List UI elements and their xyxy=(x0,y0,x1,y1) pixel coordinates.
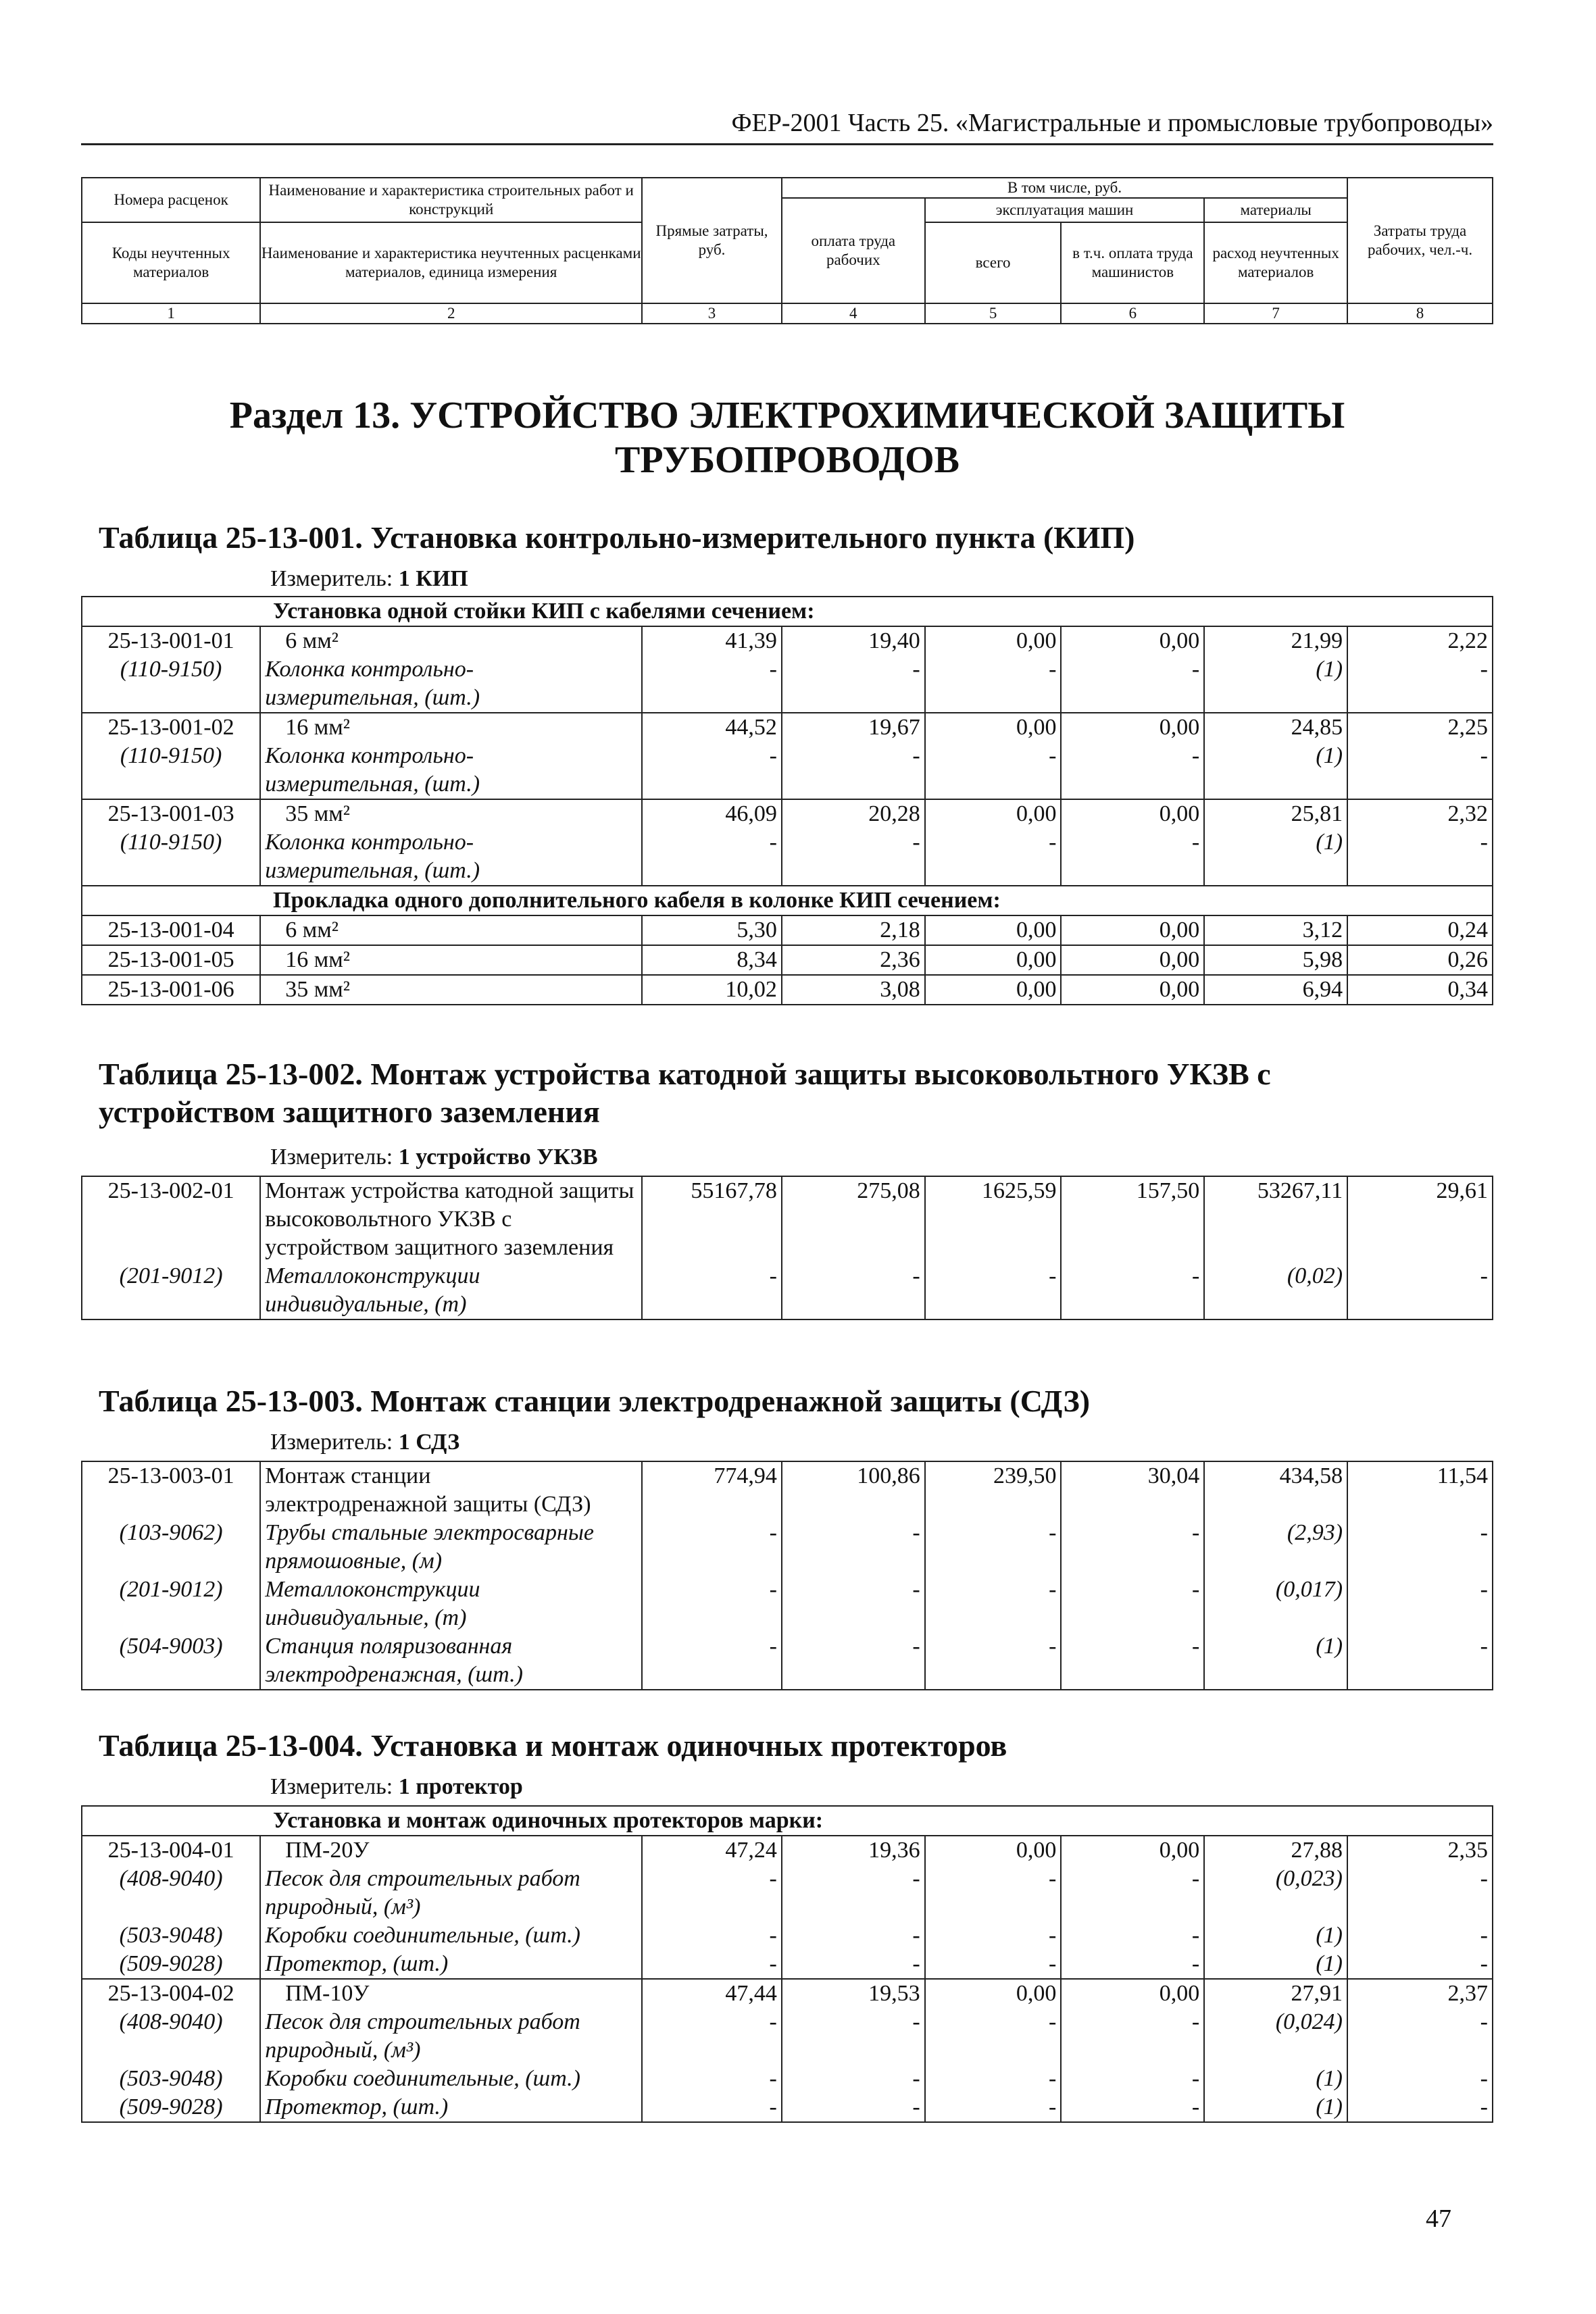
material-qty: (0,023) xyxy=(1204,1865,1347,1893)
rate-code: 25-13-004-02 xyxy=(82,1979,260,2008)
dash: - xyxy=(782,1921,925,1950)
dash: - xyxy=(782,1950,925,1979)
dash: - xyxy=(925,2008,1062,2036)
direct-costs: 55167,78 xyxy=(642,1176,782,1262)
material-qty: (0,02) xyxy=(1204,1262,1347,1290)
machines-total: 0,00 xyxy=(925,945,1062,975)
material-code: (103-9062) xyxy=(82,1519,260,1547)
direct-costs: 774,94 xyxy=(642,1461,782,1490)
work-name: Монтаж станции xyxy=(260,1461,642,1490)
labor-hours: 29,61 xyxy=(1347,1176,1493,1262)
material-qty: (1) xyxy=(1204,1950,1347,1979)
wages: 2,36 xyxy=(782,945,925,975)
dash: - xyxy=(642,2093,782,2122)
materials: 21,99 xyxy=(1204,626,1347,655)
dash: - xyxy=(642,1576,782,1604)
subheading: Прокладка одного дополнительного кабеля в колонке КИП сечением: xyxy=(82,886,1493,915)
dash: - xyxy=(1347,2093,1493,2122)
dash: - xyxy=(642,1921,782,1950)
direct-costs: 10,02 xyxy=(642,975,782,1005)
dash: - xyxy=(1347,1519,1493,1547)
labor-hours: 0,26 xyxy=(1347,945,1493,975)
dash: - xyxy=(642,1632,782,1661)
materials: 3,12 xyxy=(1204,915,1347,945)
labor-hours: 2,37 xyxy=(1347,1979,1493,2008)
dash: - xyxy=(1347,742,1493,770)
material-row xyxy=(82,828,1493,857)
rate-code: 25-13-001-01 xyxy=(82,626,260,655)
table-row xyxy=(82,1979,1493,2008)
material-code: (504-9003) xyxy=(82,1632,260,1661)
dash: - xyxy=(925,2065,1062,2093)
dash: - xyxy=(1347,1632,1493,1661)
dash: - xyxy=(925,1632,1062,1661)
header-machines-total: всего xyxy=(925,222,1062,303)
dash: - xyxy=(1347,1950,1493,1979)
materials: 434,58 xyxy=(1204,1461,1347,1490)
table-003 xyxy=(81,1461,1493,1690)
material-row xyxy=(82,1576,1493,1604)
material-name-cont: измерительная, (шт.) xyxy=(260,770,642,799)
operator-wages: 0,00 xyxy=(1061,945,1204,975)
rate-code: 25-13-004-01 xyxy=(82,1836,260,1865)
wages: 19,67 xyxy=(782,713,925,742)
material-name: Протектор, (шт.) xyxy=(260,1950,642,1979)
table-row xyxy=(82,915,1493,945)
dash: - xyxy=(1061,1519,1204,1547)
work-name: 35 мм² xyxy=(260,975,642,1005)
dash: - xyxy=(925,1865,1062,1893)
machines-total: 0,00 xyxy=(925,713,1062,742)
material-row xyxy=(82,1950,1493,1979)
material-code: (408-9040) xyxy=(82,1865,260,1893)
section-title: Раздел 13. УСТРОЙСТВО ЭЛЕКТРОХИМИЧЕСКОЙ ЗАЩИТЫ ТРУБОПРОВОДОВ xyxy=(229,395,1345,481)
material-code: (110-9150) xyxy=(82,742,260,770)
material-name-cont: индивидуальные, (т) xyxy=(260,1604,642,1632)
header-direct-costs: Прямые затраты, руб. xyxy=(642,178,782,303)
dash: - xyxy=(925,742,1062,770)
wages: 19,53 xyxy=(782,1979,925,2008)
material-code: (201-9012) xyxy=(82,1576,260,1604)
operator-wages: 0,00 xyxy=(1061,915,1204,945)
machines-total: 0,00 xyxy=(925,975,1062,1005)
wages: 2,18 xyxy=(782,915,925,945)
dash: - xyxy=(642,1865,782,1893)
material-row xyxy=(82,1632,1493,1661)
materials: 25,81 xyxy=(1204,799,1347,828)
wages: 19,40 xyxy=(782,626,925,655)
subheading: Установка одной стойки КИП с кабелями сечением: xyxy=(82,597,1493,626)
dash: - xyxy=(1061,2008,1204,2036)
dash: - xyxy=(1061,1262,1204,1290)
labor-hours: 0,24 xyxy=(1347,915,1493,945)
dash: - xyxy=(642,2008,782,2036)
material-code: (408-9040) xyxy=(82,2008,260,2036)
dash: - xyxy=(782,2008,925,2036)
table-004 xyxy=(81,1805,1493,2123)
dash: - xyxy=(782,1262,925,1290)
labor-hours: 0,34 xyxy=(1347,975,1493,1005)
running-header: ФЕР-2001 Часть 25. «Магистральные и промысловые трубопроводы» xyxy=(731,109,1493,137)
material-row xyxy=(82,1921,1493,1950)
measure-003: Измеритель: 1 СДЗ xyxy=(270,1430,460,1455)
materials: 27,91 xyxy=(1204,1979,1347,2008)
work-name: 16 мм² xyxy=(260,945,642,975)
dash: - xyxy=(1061,2093,1204,2122)
dash: - xyxy=(642,828,782,857)
material-qty: (1) xyxy=(1204,1632,1347,1661)
header-rule xyxy=(81,143,1493,145)
direct-costs: 5,30 xyxy=(642,915,782,945)
table-title-003: Таблица 25-13-003. Монтаж станции электродренажной защиты (СДЗ) xyxy=(99,1384,1091,1418)
dash: - xyxy=(1347,1921,1493,1950)
work-name: Монтаж устройства катодной защиты высоковольтного УКЗВ с устройством защитного заземления xyxy=(260,1176,642,1262)
materials: 53267,11 xyxy=(1204,1176,1347,1262)
material-qty: (1) xyxy=(1204,2093,1347,2122)
materials: 5,98 xyxy=(1204,945,1347,975)
materials: 6,94 xyxy=(1204,975,1347,1005)
material-name: Металлоконструкции xyxy=(260,1576,642,1604)
material-qty: (1) xyxy=(1204,742,1347,770)
direct-costs: 41,39 xyxy=(642,626,782,655)
direct-costs: 47,24 xyxy=(642,1836,782,1865)
rate-code: 25-13-001-02 xyxy=(82,713,260,742)
dash: - xyxy=(925,1576,1062,1604)
material-name-cont: индивидуальные, (т) xyxy=(260,1290,642,1319)
machines-total: 239,50 xyxy=(925,1461,1062,1490)
rate-code: 25-13-002-01 xyxy=(82,1176,260,1262)
table-row xyxy=(82,799,1493,828)
rate-code: 25-13-001-03 xyxy=(82,799,260,828)
table-row xyxy=(82,975,1493,1005)
wages: 20,28 xyxy=(782,799,925,828)
material-code: (201-9012) xyxy=(82,1262,260,1290)
material-code: (503-9048) xyxy=(82,1921,260,1950)
labor-hours: 11,54 xyxy=(1347,1461,1493,1490)
table-row xyxy=(82,945,1493,975)
operator-wages: 0,00 xyxy=(1061,1836,1204,1865)
material-row xyxy=(82,1519,1493,1547)
header-col-number: 7 xyxy=(1204,303,1347,324)
wages: 3,08 xyxy=(782,975,925,1005)
material-name: Трубы стальные электросварные xyxy=(260,1519,642,1547)
header-material-codes: Коды неучтенных материалов xyxy=(82,222,260,303)
material-name: Колонка контрольно- xyxy=(260,742,642,770)
material-row xyxy=(82,2093,1493,2122)
machines-total: 1625,59 xyxy=(925,1176,1062,1262)
header-col-number: 5 xyxy=(925,303,1062,324)
material-row xyxy=(82,655,1493,684)
labor-hours: 2,25 xyxy=(1347,713,1493,742)
dash: - xyxy=(925,1950,1062,1979)
dash: - xyxy=(925,1519,1062,1547)
material-name: Песок для строительных работ xyxy=(260,2008,642,2036)
material-name-cont: измерительная, (шт.) xyxy=(260,684,642,713)
dash: - xyxy=(782,2065,925,2093)
material-name: Песок для строительных работ xyxy=(260,1865,642,1893)
direct-costs: 46,09 xyxy=(642,799,782,828)
operator-wages: 30,04 xyxy=(1061,1461,1204,1490)
table-row xyxy=(82,713,1493,742)
labor-hours: 2,22 xyxy=(1347,626,1493,655)
material-name-cont: измерительная, (шт.) xyxy=(260,857,642,886)
material-qty: (1) xyxy=(1204,2065,1347,2093)
material-qty: (0,017) xyxy=(1204,1576,1347,1604)
dash: - xyxy=(1061,1921,1204,1950)
rate-code: 25-13-003-01 xyxy=(82,1461,260,1490)
machines-total: 0,00 xyxy=(925,799,1062,828)
machines-total: 0,00 xyxy=(925,626,1062,655)
dash: - xyxy=(1061,2065,1204,2093)
table-row xyxy=(82,1836,1493,1865)
work-name: 6 мм² xyxy=(260,626,642,655)
material-row xyxy=(82,2008,1493,2036)
dash: - xyxy=(1061,1576,1204,1604)
dash: - xyxy=(1061,1632,1204,1661)
dash: - xyxy=(782,1865,925,1893)
material-name-cont: электродренажная, (шт.) xyxy=(260,1661,642,1690)
header-col-number: 6 xyxy=(1061,303,1204,324)
dash: - xyxy=(925,655,1062,684)
material-name: Коробки соединительные, (шт.) xyxy=(260,1921,642,1950)
labor-hours: 2,35 xyxy=(1347,1836,1493,1865)
material-code: (110-9150) xyxy=(82,655,260,684)
rate-code: 25-13-001-06 xyxy=(82,975,260,1005)
table-001 xyxy=(81,596,1493,1005)
measure-004: Измеритель: 1 протектор xyxy=(270,1774,523,1799)
dash: - xyxy=(1347,1576,1493,1604)
material-qty: (0,024) xyxy=(1204,2008,1347,2036)
wages: 100,86 xyxy=(782,1461,925,1490)
table-title-002: Таблица 25-13-002. Монтаж устройства катодной защиты высоковольтного УКЗВ с устройством защитного заземления xyxy=(99,1057,1271,1129)
dash: - xyxy=(1347,828,1493,857)
table-row xyxy=(82,1176,1493,1262)
dash: - xyxy=(1347,1865,1493,1893)
dash: - xyxy=(1347,1262,1493,1290)
operator-wages: 0,00 xyxy=(1061,975,1204,1005)
work-name: 6 мм² xyxy=(260,915,642,945)
work-name: 16 мм² xyxy=(260,713,642,742)
material-name: Коробки соединительные, (шт.) xyxy=(260,2065,642,2093)
material-name: Колонка контрольно- xyxy=(260,828,642,857)
material-row xyxy=(82,1262,1493,1290)
direct-costs: 44,52 xyxy=(642,713,782,742)
wages: 19,36 xyxy=(782,1836,925,1865)
operator-wages: 0,00 xyxy=(1061,1979,1204,2008)
material-name: Колонка контрольно- xyxy=(260,655,642,684)
measure-002: Измеритель: 1 устройство УКЗВ xyxy=(270,1145,598,1169)
material-name-cont: природный, (м³) xyxy=(260,2036,642,2065)
material-name-cont: природный, (м³) xyxy=(260,1893,642,1921)
dash: - xyxy=(782,655,925,684)
header-wages: оплата труда рабочих xyxy=(782,198,925,303)
header-work-name: Наименование и характеристика строительных работ и конструкций xyxy=(260,178,642,222)
dash: - xyxy=(1061,1865,1204,1893)
dash: - xyxy=(642,1262,782,1290)
operator-wages: 157,50 xyxy=(1061,1176,1204,1262)
header-col-number: 8 xyxy=(1347,303,1493,324)
materials: 27,88 xyxy=(1204,1836,1347,1865)
direct-costs: 47,44 xyxy=(642,1979,782,2008)
wages: 275,08 xyxy=(782,1176,925,1262)
material-qty: (1) xyxy=(1204,828,1347,857)
material-name: Металлоконструкции xyxy=(260,1262,642,1290)
table-002 xyxy=(81,1176,1493,1320)
materials: 24,85 xyxy=(1204,713,1347,742)
measure-001: Измеритель: 1 КИП xyxy=(270,566,468,591)
material-code: (509-9028) xyxy=(82,2093,260,2122)
dash: - xyxy=(925,828,1062,857)
header-rates-numbers: Номера расценок xyxy=(82,178,260,222)
operator-wages: 0,00 xyxy=(1061,713,1204,742)
material-qty: (1) xyxy=(1204,655,1347,684)
dash: - xyxy=(782,742,925,770)
dash: - xyxy=(1061,655,1204,684)
dash: - xyxy=(782,1576,925,1604)
header-operator-wages: в т.ч. оплата труда машинистов xyxy=(1061,222,1204,303)
header-machines: эксплуатация машин xyxy=(925,198,1205,222)
direct-costs: 8,34 xyxy=(642,945,782,975)
material-row xyxy=(82,2065,1493,2093)
header-in-total: В том числе, руб. xyxy=(782,178,1347,198)
machines-total: 0,00 xyxy=(925,915,1062,945)
header-materials: материалы xyxy=(1204,198,1347,222)
dash: - xyxy=(925,2093,1062,2122)
dash: - xyxy=(642,742,782,770)
dash: - xyxy=(782,828,925,857)
material-code: (503-9048) xyxy=(82,2065,260,2093)
dash: - xyxy=(1061,828,1204,857)
header-col-number: 4 xyxy=(782,303,925,324)
rate-code: 25-13-001-04 xyxy=(82,915,260,945)
dash: - xyxy=(1061,1950,1204,1979)
material-code: (509-9028) xyxy=(82,1950,260,1979)
header-col-number: 3 xyxy=(642,303,782,324)
header-col-number: 1 xyxy=(82,303,260,324)
material-name: Станция поляризованная xyxy=(260,1632,642,1661)
subheading: Установка и монтаж одиночных протекторов марки: xyxy=(82,1806,1493,1836)
dash: - xyxy=(782,1632,925,1661)
work-name: 35 мм² xyxy=(260,799,642,828)
material-code: (110-9150) xyxy=(82,828,260,857)
table-row xyxy=(82,626,1493,655)
operator-wages: 0,00 xyxy=(1061,626,1204,655)
rate-code: 25-13-001-05 xyxy=(82,945,260,975)
table-title-001: Таблица 25-13-001. Установка контрольно-измерительного пункта (КИП) xyxy=(99,520,1135,555)
dash: - xyxy=(925,1262,1062,1290)
material-name: Протектор, (шт.) xyxy=(260,2093,642,2122)
table-title-004: Таблица 25-13-004. Установка и монтаж одиночных протекторов xyxy=(99,1728,1007,1763)
material-row xyxy=(82,742,1493,770)
machines-total: 0,00 xyxy=(925,1836,1062,1865)
material-qty: (2,93) xyxy=(1204,1519,1347,1547)
dash: - xyxy=(782,2093,925,2122)
header-material-names: Наименование и характеристика неучтенных расценками материалов, единица измерения xyxy=(260,222,642,303)
header-labor-costs: Затраты труда рабочих, чел.-ч. xyxy=(1347,178,1493,303)
dash: - xyxy=(782,1519,925,1547)
dash: - xyxy=(925,1921,1062,1950)
header-material-consumption: расход неучтенных материалов xyxy=(1204,222,1347,303)
dash: - xyxy=(1061,742,1204,770)
work-name: ПМ-10У xyxy=(260,1979,642,2008)
material-qty: (1) xyxy=(1204,1921,1347,1950)
work-name-cont: электродренажной защиты (СДЗ) xyxy=(260,1490,642,1519)
table-row xyxy=(82,1461,1493,1490)
operator-wages: 0,00 xyxy=(1061,799,1204,828)
material-name-cont: прямошовные, (м) xyxy=(260,1547,642,1576)
dash: - xyxy=(642,2065,782,2093)
dash: - xyxy=(1347,2008,1493,2036)
header-col-number: 2 xyxy=(260,303,642,324)
page-number: 47 xyxy=(1426,2205,1451,2233)
dash: - xyxy=(1347,2065,1493,2093)
labor-hours: 2,32 xyxy=(1347,799,1493,828)
work-name: ПМ-20У xyxy=(260,1836,642,1865)
material-row xyxy=(82,1865,1493,1893)
dash: - xyxy=(642,655,782,684)
machines-total: 0,00 xyxy=(925,1979,1062,2008)
dash: - xyxy=(1347,655,1493,684)
dash: - xyxy=(642,1519,782,1547)
dash: - xyxy=(642,1950,782,1979)
column-header-table xyxy=(81,177,1493,324)
